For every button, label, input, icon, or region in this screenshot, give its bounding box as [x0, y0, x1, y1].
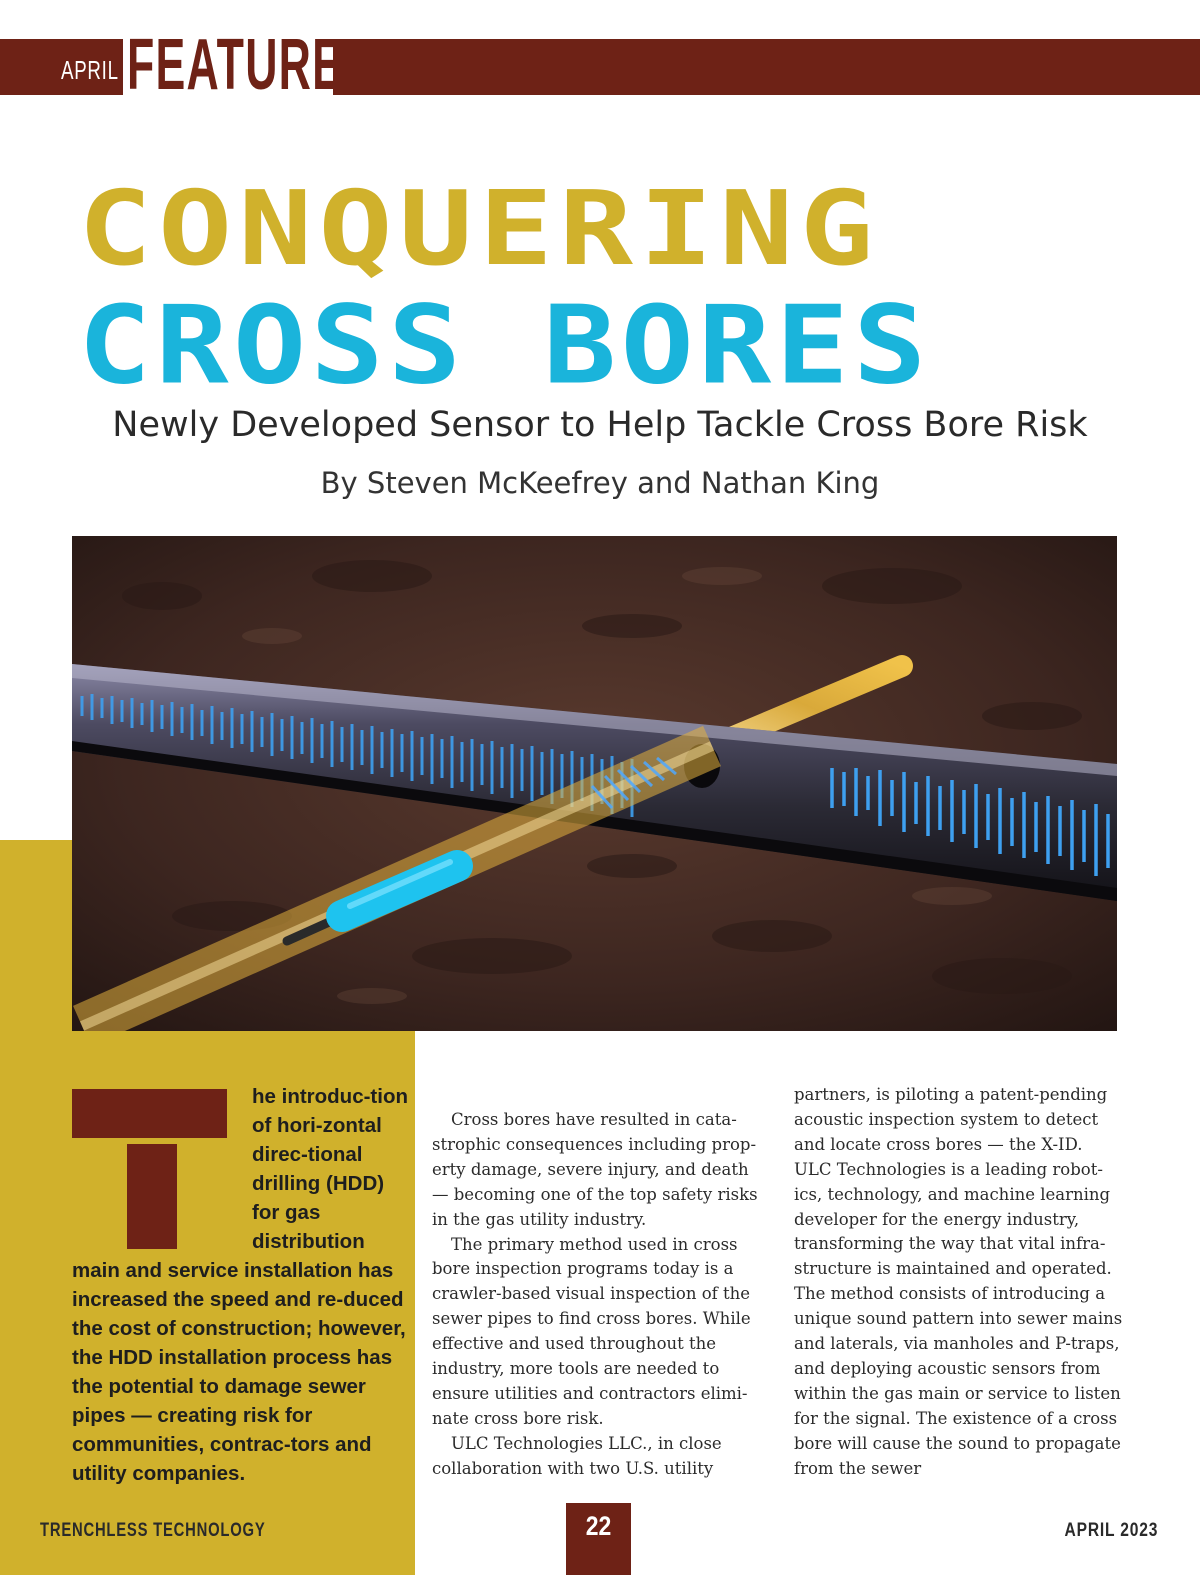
- pipe-cross-bore-illustration: [72, 536, 1117, 1031]
- body-paragraph: ULC Technologies LLC., in close collaboration with two U.S. utility: [432, 1433, 722, 1478]
- page-number-box: [566, 1503, 631, 1575]
- lead-paragraph-rest: main and service installation has increased the speed and re-duced the cost of construction; however, the HDD installation process has the potential to damage sewer pipes — creating risk for communities, contrac-tors and utility companies.: [72, 1259, 406, 1485]
- article-title-line-2: CROSS BORES: [78, 282, 931, 409]
- drop-cap-bar: [72, 1089, 227, 1138]
- body-column-1: [432, 1108, 762, 1482]
- header-section-tab: [123, 25, 344, 105]
- body-column-2: [794, 1083, 1124, 1482]
- footer-issue-date: APRIL 2023: [1064, 1520, 1158, 1541]
- body-paragraph: Cross bores have resulted in cata-strophic consequences including prop-erty damage, severe injury, and death — becoming one of the top safety risks in the gas utility industry.: [432, 1110, 758, 1229]
- article-title-line-1: CONQUERING: [78, 169, 880, 289]
- lead-paragraph-start: he introduc-tion of hori-zontal direc-tional drilling (HDD) for gas distribution: [252, 1085, 409, 1253]
- article-byline: By Steven McKeefrey and Nathan King: [320, 466, 880, 500]
- header-month: APRIL: [61, 55, 119, 85]
- body-paragraph: partners, is piloting a patent-pending acoustic inspection system to detect and locate cross bores — the X-ID. ULC Technologies is a leading robot-ics, technology, and machine learning developer for the energy industry, transforming the way that vital infra-structure is maintained and operated. The method consists of introducing a unique sound pattern into sewer mains and laterals, via manholes and P-traps, and deploying acoustic sensors from within the gas main or service to listen for the signal. The existence of a cross bore will cause the sound to propagate from the sewer: [794, 1085, 1123, 1478]
- drop-cap-letter-t: [72, 1089, 227, 1249]
- footer-publication-name: TRENCHLESS TECHNOLOGY: [40, 1520, 266, 1541]
- hero-illustration: [72, 536, 1117, 1031]
- header-section-label: FEATURE: [127, 25, 344, 105]
- article-subtitle: Newly Developed Sensor to Help Tackle Cross Bore Risk: [112, 405, 1088, 445]
- page-number: 22: [585, 1511, 612, 1541]
- drop-cap-stem: [127, 1144, 177, 1249]
- body-paragraph: The primary method used in cross bore inspection programs today is a crawler-based visual inspection of the sewer pipes to find cross bores. While effective and used throughout the industry, more tools are needed to ensure utilities and contractors elimi-nate cross bore risk.: [432, 1234, 751, 1428]
